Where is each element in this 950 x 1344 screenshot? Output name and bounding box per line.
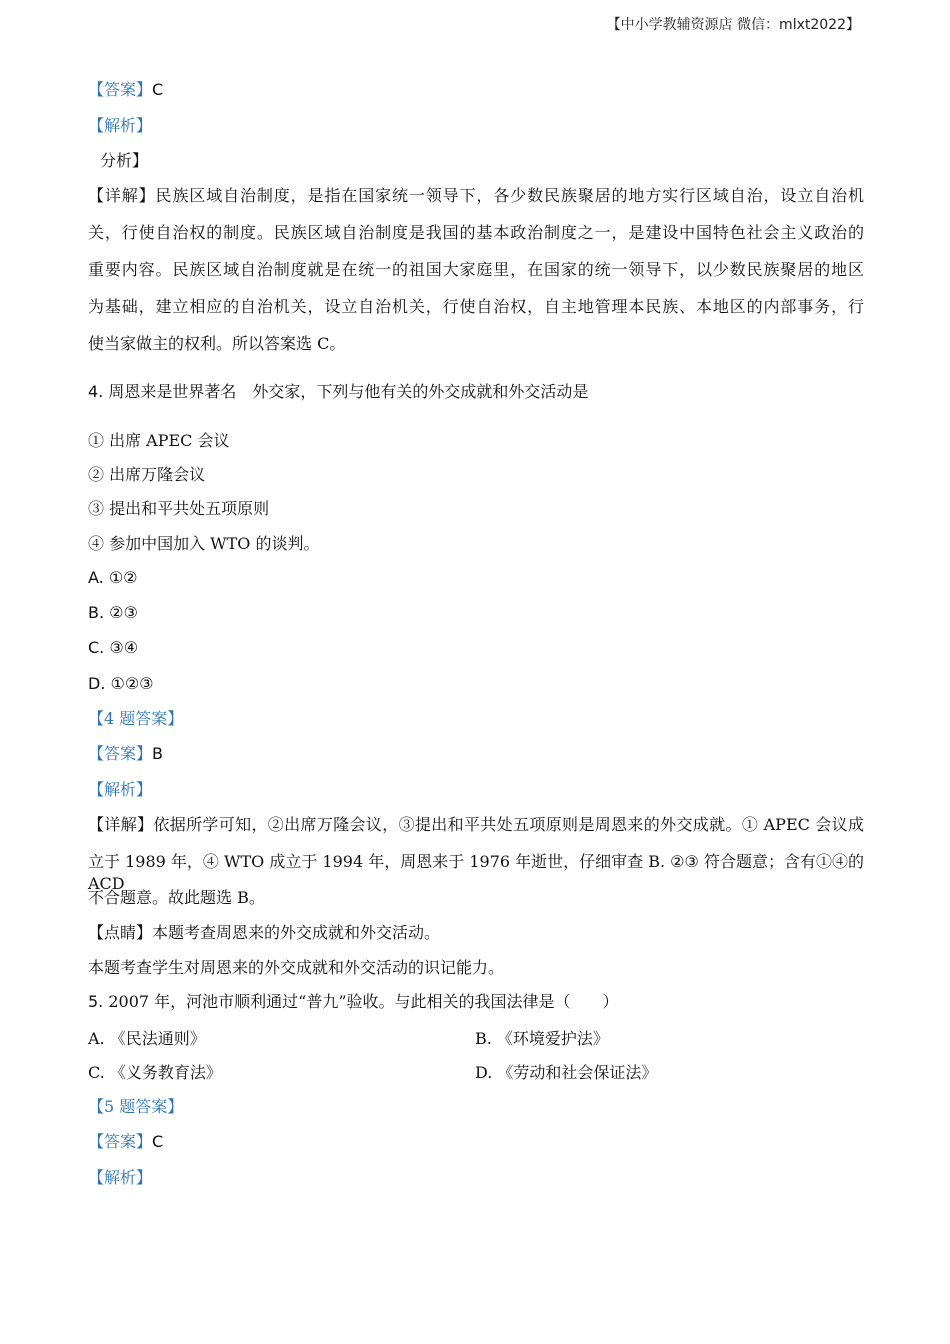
q3-detail-line: 使当家做主的权利。所以答案选 C。: [88, 334, 346, 353]
q4-statement: ② 出席万隆会议: [88, 465, 206, 484]
q5-answer-header: 【5 题答案】: [88, 1097, 184, 1116]
q4-detail-line: 立于 1989 年，④ WTO 成立于 1994 年，周恩来于 1976 年逝世，仔细审查 B. ②③ 符合题意；含有①④的 ACD: [88, 852, 864, 893]
q5-stem-text: 2007 年，河池市顺利通过“普九”验收。与此相关的我国法律是（ ）: [108, 992, 619, 1011]
q4-ability: 本题考查学生对周恩来的外交成就和外交活动的识记能力。: [88, 958, 505, 977]
answer-value: C: [152, 1132, 164, 1151]
q4-statement: ④ 参加中国加入 WTO 的谈判。: [88, 534, 320, 553]
answer-value: B: [152, 744, 163, 763]
q4-analysis-tag: 【解析】: [88, 780, 153, 799]
q5-answer-line: [88, 1131, 864, 1153]
q4-option-b: B. ②③: [88, 603, 138, 622]
q5-option-d: D. 《劳动和社会保证法》: [475, 1063, 658, 1082]
answer-tag: 【答案】: [88, 744, 153, 763]
q5-analysis-tag: 【解析】: [88, 1168, 153, 1187]
q3-detail-line: 重要内容。民族区域自治制度就是在统一的祖国大家庭里，在国家的统一领导下，以少数民族聚居的地区: [88, 260, 864, 279]
q4-option-c: C. ③④: [88, 638, 139, 657]
q5-options-row-1: [88, 1028, 864, 1050]
q4-detail-line: 不合题意。故此题选 B。: [88, 888, 265, 907]
q3-analysis-tag: 【解析】: [88, 116, 153, 135]
q4-option-a: A. ①②: [88, 568, 138, 587]
page-header: 【中小学教辅资源店 微信：mlxt2022】: [606, 17, 860, 33]
q4-answer-line: [88, 743, 864, 765]
q5-options-row-2: [88, 1062, 864, 1084]
q4-number: 4.: [88, 382, 104, 401]
q5-number: 5.: [88, 992, 104, 1011]
q3-fenxi: 分析】: [100, 151, 149, 170]
q3-detail-line: 关，行使自治权的制度。民族区域自治制度是我国的基本政治制度之一，是建设中国特色社会主义政治的: [88, 223, 864, 242]
q4-detail-line: 【详解】依据所学可知，②出席万隆会议，③提出和平共处五项原则是周恩来的外交成就。① APEC 会议成: [88, 815, 864, 834]
q4-dianjing: 【点睛】本题考查周恩来的外交成就和外交活动。: [88, 923, 441, 942]
q5-option-a: A. 《民法通则》: [88, 1029, 206, 1048]
q4-option-d: D. ①②③: [88, 674, 154, 693]
q4-stem: [88, 381, 864, 403]
q5-option-c: C. 《义务教育法》: [88, 1063, 222, 1082]
q5-option-b: B. 《环境爱护法》: [475, 1029, 609, 1048]
q5-stem: [88, 991, 864, 1013]
q3-detail-line: 为基础，建立相应的自治机关，设立自治机关，行使自治权，自主地管理本民族、本地区的内部事务，行: [88, 297, 864, 316]
q3-answer-line: [88, 79, 864, 101]
q3-detail-line: 【详解】民族区域自治制度，是指在国家统一领导下，各少数民族聚居的地方实行区域自治，设立自治机: [88, 186, 864, 205]
answer-tag: 【答案】: [88, 1132, 153, 1151]
q4-stem-text: 周恩来是世界著名 外交家，下列与他有关的外交成就和外交活动是: [108, 382, 589, 401]
q4-statement: ③ 提出和平共处五项原则: [88, 499, 270, 518]
q4-statement: ① 出席 APEC 会议: [88, 431, 230, 450]
answer-tag: 【答案】: [88, 80, 153, 99]
q4-answer-header: 【4 题答案】: [88, 709, 184, 728]
answer-value: C: [152, 80, 164, 99]
